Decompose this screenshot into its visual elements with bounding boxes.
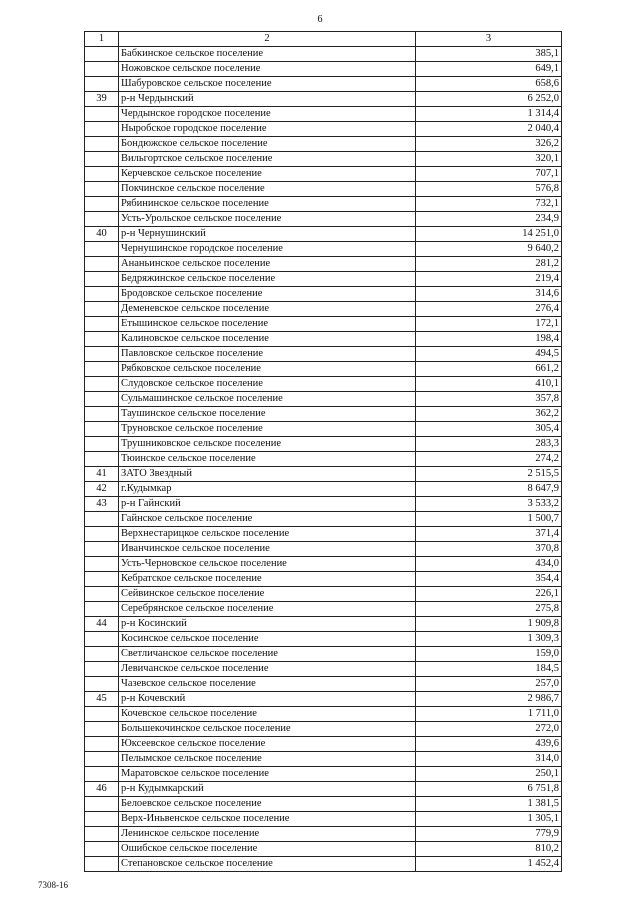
municipality-name: р-н Гайнский (119, 497, 416, 512)
table-row (85, 767, 562, 782)
municipality-name: Усть-Черновское сельское поселение (119, 557, 416, 572)
municipality-name: Етышинское сельское поселение (119, 317, 416, 332)
table-row (85, 407, 562, 422)
municipality-name: Тюинское сельское поселение (119, 452, 416, 467)
municipality-name: Бедряжинское сельское поселение (119, 272, 416, 287)
row-number (85, 362, 119, 377)
table-row (85, 122, 562, 137)
table-row (85, 137, 562, 152)
amount-value: 1 711,0 (416, 707, 562, 722)
municipality-name: Белоевское сельское поселение (119, 797, 416, 812)
amount-value: 661,2 (416, 362, 562, 377)
table-row (85, 482, 562, 497)
amount-value: 172,1 (416, 317, 562, 332)
amount-value: 494,5 (416, 347, 562, 362)
amount-value: 275,8 (416, 602, 562, 617)
row-number (85, 857, 119, 872)
municipality-name: Бабкинское сельское поселение (119, 47, 416, 62)
table-row (85, 152, 562, 167)
row-number (85, 242, 119, 257)
municipality-name: р-н Чернушинский (119, 227, 416, 242)
table-row (85, 527, 562, 542)
table-row (85, 167, 562, 182)
table-row (85, 77, 562, 92)
table-row (85, 497, 562, 512)
municipality-name: Большекочинское сельское поселение (119, 722, 416, 737)
municipality-name: Гайнское сельское поселение (119, 512, 416, 527)
municipality-name: г.Кудымкар (119, 482, 416, 497)
row-number (85, 452, 119, 467)
table-row (85, 572, 562, 587)
amount-value: 1 500,7 (416, 512, 562, 527)
row-number (85, 587, 119, 602)
amount-value: 2 986,7 (416, 692, 562, 707)
amount-value: 410,1 (416, 377, 562, 392)
municipality-name: Бондюжское сельское поселение (119, 137, 416, 152)
table-row (85, 107, 562, 122)
amount-value: 434,0 (416, 557, 562, 572)
municipality-name: Трушниковское сельское поселение (119, 437, 416, 452)
table-row (85, 422, 562, 437)
table-row (85, 362, 562, 377)
row-number (85, 332, 119, 347)
table-row (85, 692, 562, 707)
municipality-name: Калиновское сельское поселение (119, 332, 416, 347)
row-number (85, 557, 119, 572)
amount-value: 14 251,0 (416, 227, 562, 242)
amount-value: 732,1 (416, 197, 562, 212)
row-number (85, 287, 119, 302)
table-row (85, 812, 562, 827)
amount-value: 314,0 (416, 752, 562, 767)
municipality-name: Ножовское сельское поселение (119, 62, 416, 77)
municipality-name: Чазевское сельское поселение (119, 677, 416, 692)
amount-value: 362,2 (416, 407, 562, 422)
document-code: 7308-16 (38, 880, 68, 890)
municipality-name: Юксеевское сельское поселение (119, 737, 416, 752)
row-number (85, 752, 119, 767)
amount-value: 649,1 (416, 62, 562, 77)
municipality-name: Светличанское сельское поселение (119, 647, 416, 662)
table-row (85, 242, 562, 257)
amount-value: 276,4 (416, 302, 562, 317)
amount-value: 6 751,8 (416, 782, 562, 797)
row-number (85, 512, 119, 527)
municipality-name: Шабуровское сельское поселение (119, 77, 416, 92)
amount-value: 810,2 (416, 842, 562, 857)
table-row (85, 182, 562, 197)
municipality-name: Керчевское сельское поселение (119, 167, 416, 182)
municipality-name: Верхнестарицкое сельское поселение (119, 527, 416, 542)
amount-value: 658,6 (416, 77, 562, 92)
row-number (85, 182, 119, 197)
amount-value: 198,4 (416, 332, 562, 347)
table-row (85, 617, 562, 632)
municipality-name: Усть-Урольское сельское поселение (119, 212, 416, 227)
amount-value: 576,8 (416, 182, 562, 197)
amount-value: 281,2 (416, 257, 562, 272)
table-row (85, 842, 562, 857)
municipality-name: Труновское сельское поселение (119, 422, 416, 437)
row-number (85, 107, 119, 122)
table-row (85, 332, 562, 347)
amount-value: 6 252,0 (416, 92, 562, 107)
table-row (85, 722, 562, 737)
table-row (85, 587, 562, 602)
row-number (85, 347, 119, 362)
data-table (84, 31, 562, 872)
row-number (85, 842, 119, 857)
table-row (85, 512, 562, 527)
row-number (85, 722, 119, 737)
municipality-name: Таушинское сельское поселение (119, 407, 416, 422)
amount-value: 354,4 (416, 572, 562, 587)
amount-value: 320,1 (416, 152, 562, 167)
municipality-name: р-н Кудымкарский (119, 782, 416, 797)
table-row (85, 377, 562, 392)
amount-value: 370,8 (416, 542, 562, 557)
municipality-name: Ленинское сельское поселение (119, 827, 416, 842)
row-number: 44 (85, 617, 119, 632)
row-number: 43 (85, 497, 119, 512)
amount-value: 1 305,1 (416, 812, 562, 827)
table-header-row (85, 32, 562, 47)
row-number (85, 392, 119, 407)
row-number (85, 737, 119, 752)
row-number (85, 662, 119, 677)
table-row (85, 197, 562, 212)
amount-value: 184,5 (416, 662, 562, 677)
municipality-name: Косинское сельское поселение (119, 632, 416, 647)
amount-value: 219,4 (416, 272, 562, 287)
row-number (85, 407, 119, 422)
row-number (85, 77, 119, 92)
amount-value: 326,2 (416, 137, 562, 152)
municipality-name: Ныробское городское поселение (119, 122, 416, 137)
row-number (85, 257, 119, 272)
row-number (85, 572, 119, 587)
table-row (85, 317, 562, 332)
municipality-name: Покчинское сельское поселение (119, 182, 416, 197)
table-row (85, 557, 562, 572)
amount-value: 272,0 (416, 722, 562, 737)
table-row (85, 257, 562, 272)
table-row (85, 707, 562, 722)
municipality-name: Ананьинское сельское поселение (119, 257, 416, 272)
table-row (85, 302, 562, 317)
municipality-name: Рябининское сельское поселение (119, 197, 416, 212)
row-number (85, 197, 119, 212)
municipality-name: р-н Чердынский (119, 92, 416, 107)
amount-value: 1 452,4 (416, 857, 562, 872)
amount-value: 1 314,4 (416, 107, 562, 122)
table-row (85, 602, 562, 617)
row-number (85, 47, 119, 62)
municipality-name: Иванчинское сельское поселение (119, 542, 416, 557)
row-number (85, 152, 119, 167)
municipality-name: Павловское сельское поселение (119, 347, 416, 362)
table-row (85, 287, 562, 302)
column-header-3: 3 (416, 32, 562, 47)
table-row (85, 827, 562, 842)
row-number (85, 302, 119, 317)
municipality-name: Кочевское сельское поселение (119, 707, 416, 722)
row-number: 40 (85, 227, 119, 242)
municipality-name: Степановское сельское поселение (119, 857, 416, 872)
row-number (85, 542, 119, 557)
table-row (85, 542, 562, 557)
table-row (85, 212, 562, 227)
row-number: 45 (85, 692, 119, 707)
amount-value: 779,9 (416, 827, 562, 842)
row-number (85, 707, 119, 722)
table-row (85, 647, 562, 662)
municipality-name: Бродовское сельское поселение (119, 287, 416, 302)
amount-value: 1 381,5 (416, 797, 562, 812)
table-row (85, 452, 562, 467)
amount-value: 283,3 (416, 437, 562, 452)
amount-value: 314,6 (416, 287, 562, 302)
amount-value: 250,1 (416, 767, 562, 782)
row-number (85, 827, 119, 842)
table-row (85, 347, 562, 362)
municipality-name: Рябковское сельское поселение (119, 362, 416, 377)
row-number (85, 527, 119, 542)
table-row (85, 752, 562, 767)
amount-value: 226,1 (416, 587, 562, 602)
table-row (85, 662, 562, 677)
row-number (85, 62, 119, 77)
table-row (85, 632, 562, 647)
municipality-name: р-н Кочевский (119, 692, 416, 707)
municipality-name: Сейвинское сельское поселение (119, 587, 416, 602)
row-number (85, 797, 119, 812)
amount-value: 234,9 (416, 212, 562, 227)
municipality-name: Сульмашинское сельское поселение (119, 392, 416, 407)
row-number (85, 767, 119, 782)
amount-value: 2 515,5 (416, 467, 562, 482)
amount-value: 439,6 (416, 737, 562, 752)
municipality-name: Чердынское городское поселение (119, 107, 416, 122)
amount-value: 1 309,3 (416, 632, 562, 647)
table-row (85, 47, 562, 62)
municipality-name: Слудовское сельское поселение (119, 377, 416, 392)
table-row (85, 797, 562, 812)
row-number (85, 167, 119, 182)
table-row (85, 467, 562, 482)
amount-value: 274,2 (416, 452, 562, 467)
row-number (85, 437, 119, 452)
row-number (85, 812, 119, 827)
municipality-name: р-н Косинский (119, 617, 416, 632)
table-row (85, 272, 562, 287)
row-number (85, 122, 119, 137)
municipality-name: Верх-Иньвенское сельское поселение (119, 812, 416, 827)
table-row (85, 737, 562, 752)
amount-value: 707,1 (416, 167, 562, 182)
municipality-name: Пелымское сельское поселение (119, 752, 416, 767)
amount-value: 2 040,4 (416, 122, 562, 137)
municipality-name: Серебрянское сельское поселение (119, 602, 416, 617)
row-number (85, 647, 119, 662)
column-header-2: 2 (119, 32, 416, 47)
row-number: 39 (85, 92, 119, 107)
row-number (85, 317, 119, 332)
table-row (85, 62, 562, 77)
amount-value: 357,8 (416, 392, 562, 407)
table-row (85, 677, 562, 692)
municipality-name: ЗАТО Звездный (119, 467, 416, 482)
municipality-name: Маратовское сельское поселение (119, 767, 416, 782)
row-number (85, 632, 119, 647)
table-row (85, 227, 562, 242)
municipality-name: Вильгортское сельское поселение (119, 152, 416, 167)
municipality-name: Деменевское сельское поселение (119, 302, 416, 317)
amount-value: 385,1 (416, 47, 562, 62)
amount-value: 257,0 (416, 677, 562, 692)
table-row (85, 782, 562, 797)
page-number: 6 (317, 14, 323, 25)
row-number (85, 422, 119, 437)
row-number (85, 377, 119, 392)
row-number (85, 677, 119, 692)
row-number: 41 (85, 467, 119, 482)
table-row (85, 437, 562, 452)
amount-value: 3 533,2 (416, 497, 562, 512)
row-number (85, 272, 119, 287)
amount-value: 9 640,2 (416, 242, 562, 257)
row-number (85, 602, 119, 617)
amount-value: 8 647,9 (416, 482, 562, 497)
amount-value: 1 909,8 (416, 617, 562, 632)
municipality-name: Левичанское сельское поселение (119, 662, 416, 677)
amount-value: 159,0 (416, 647, 562, 662)
amount-value: 305,4 (416, 422, 562, 437)
row-number (85, 212, 119, 227)
row-number: 46 (85, 782, 119, 797)
column-header-1: 1 (85, 32, 119, 47)
row-number: 42 (85, 482, 119, 497)
row-number (85, 137, 119, 152)
table-row (85, 857, 562, 872)
amount-value: 371,4 (416, 527, 562, 542)
municipality-name: Кебратское сельское поселение (119, 572, 416, 587)
table-row (85, 92, 562, 107)
municipality-name: Чернушинское городское поселение (119, 242, 416, 257)
municipality-name: Ошибское сельское поселение (119, 842, 416, 857)
table-row (85, 392, 562, 407)
